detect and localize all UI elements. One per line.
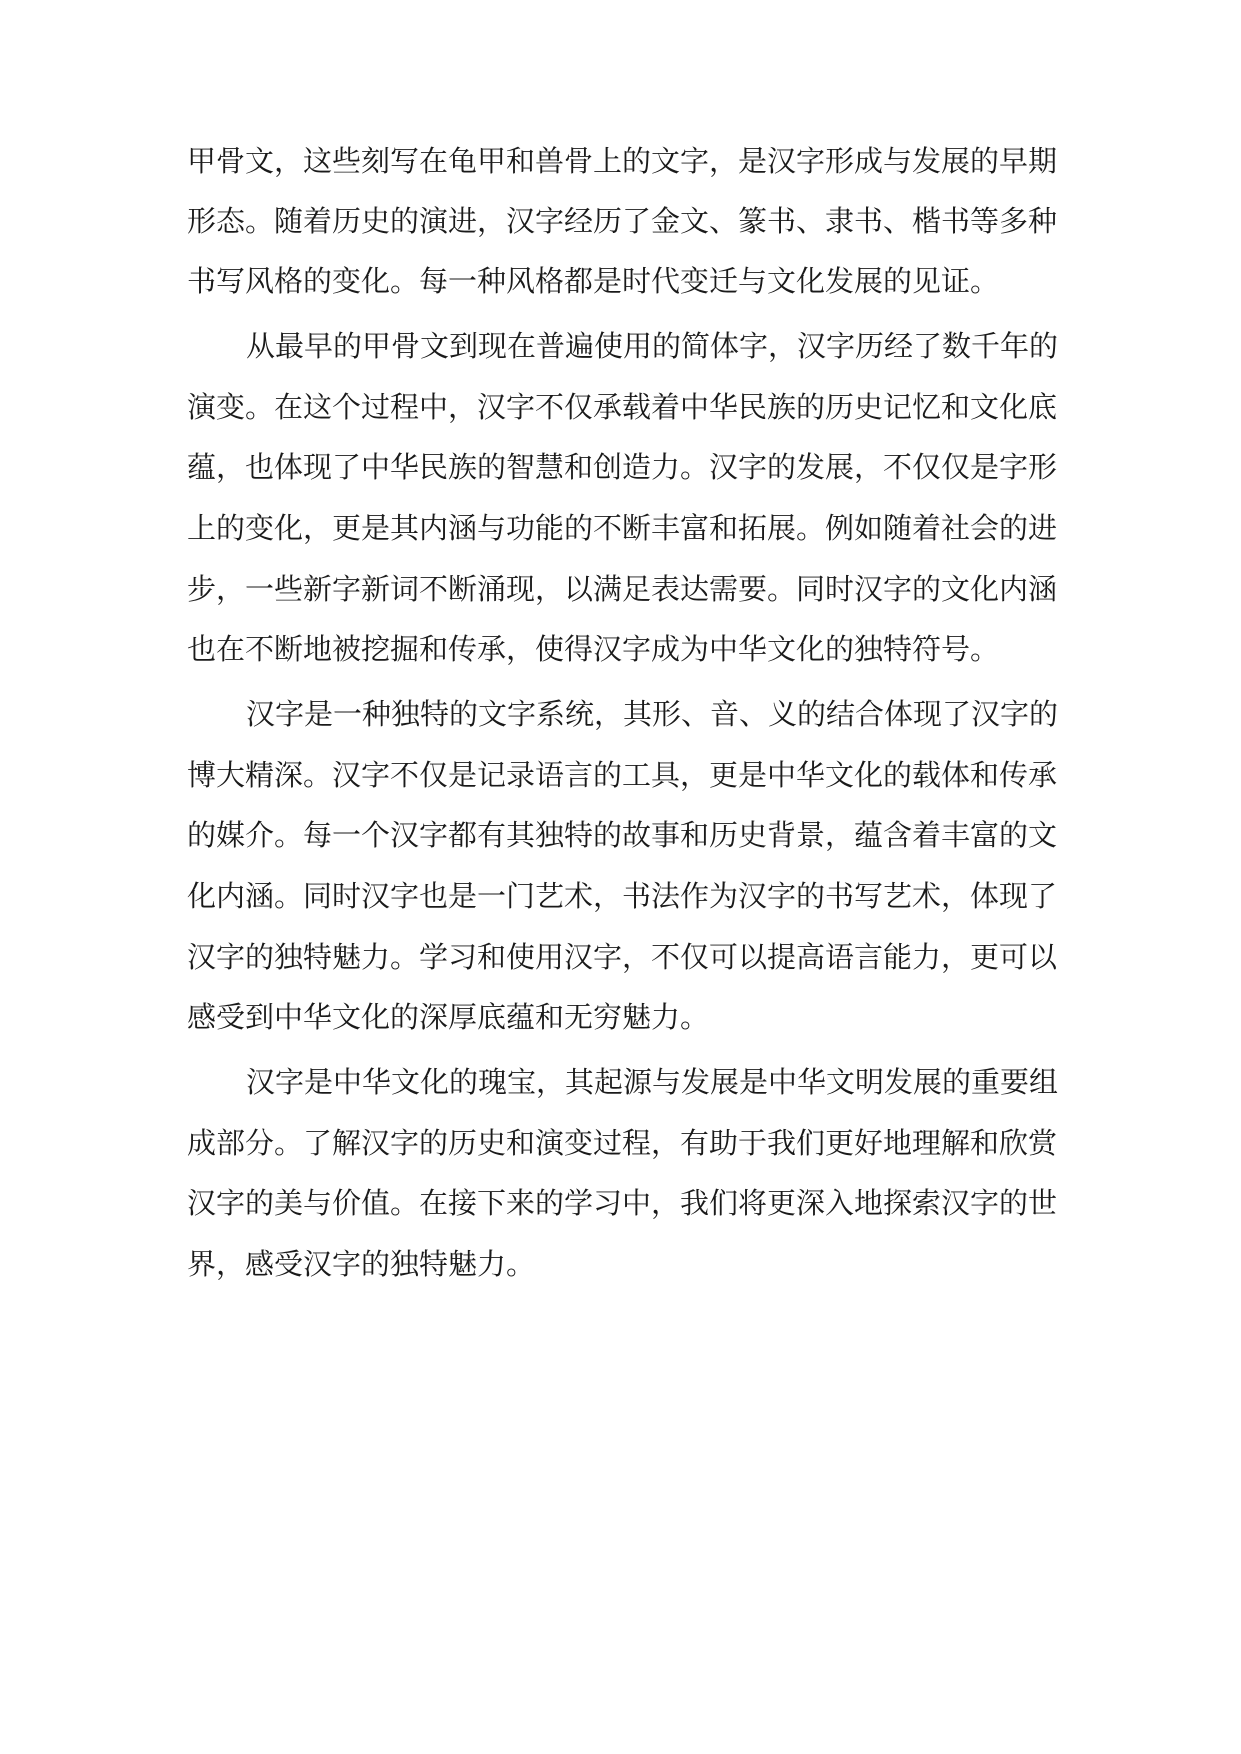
text-line: 汉字是中华文化的瑰宝，其起源与发展是中华文明发展的重要组 <box>246 1065 1059 1099</box>
text-line: 成部分。了解汉字的历史和演变过程，有助于我们更好地理解和欣赏 <box>187 1126 1058 1160</box>
text-line: 演变。在这个过程中，汉字不仅承载着中华民族的历史记忆和文化底 <box>187 390 1058 424</box>
text-line: 感受到中华文化的深厚底蕴和无穷魅力。 <box>187 1000 710 1034</box>
text-line: 汉字的独特魅力。学习和使用汉字，不仅可以提高语言能力，更可以 <box>187 940 1058 974</box>
text-line: 界，感受汉字的独特魅力。 <box>187 1247 536 1281</box>
text-line: 蕴，也体现了中华民族的智慧和创造力。汉字的发展，不仅仅是字形 <box>187 450 1058 484</box>
text-line: 上的变化，更是其内涵与功能的不断丰富和拓展。例如随着社会的进 <box>187 511 1058 545</box>
text-line: 化内涵。同时汉字也是一门艺术，书法作为汉字的书写艺术，体现了 <box>187 879 1058 913</box>
text-line: 形态。随着历史的演进，汉字经历了金文、篆书、隶书、楷书等多种 <box>187 204 1058 238</box>
text-line: 的媒介。每一个汉字都有其独特的故事和历史背景，蕴含着丰富的文 <box>187 818 1058 852</box>
text-line: 博大精深。汉字不仅是记录语言的工具，更是中华文化的载体和传承 <box>187 758 1058 792</box>
text-line: 甲骨文，这些刻写在龟甲和兽骨上的文字，是汉字形成与发展的早期 <box>187 144 1058 178</box>
text-line: 也在不断地被挖掘和传承，使得汉字成为中华文化的独特符号。 <box>187 632 1000 666</box>
text-line: 汉字的美与价值。在接下来的学习中，我们将更深入地探索汉字的世 <box>187 1186 1058 1220</box>
text-line: 步，一些新字新词不断涌现，以满足表达需要。同时汉字的文化内涵 <box>187 572 1058 606</box>
text-line: 从最早的甲骨文到现在普遍使用的简体字，汉字历经了数千年的 <box>246 329 1059 363</box>
text-line: 汉字是一种独特的文字系统，其形、音、义的结合体现了汉字的 <box>246 697 1059 731</box>
text-line: 书写风格的变化。每一种风格都是时代变迁与文化发展的见证。 <box>187 264 1000 298</box>
